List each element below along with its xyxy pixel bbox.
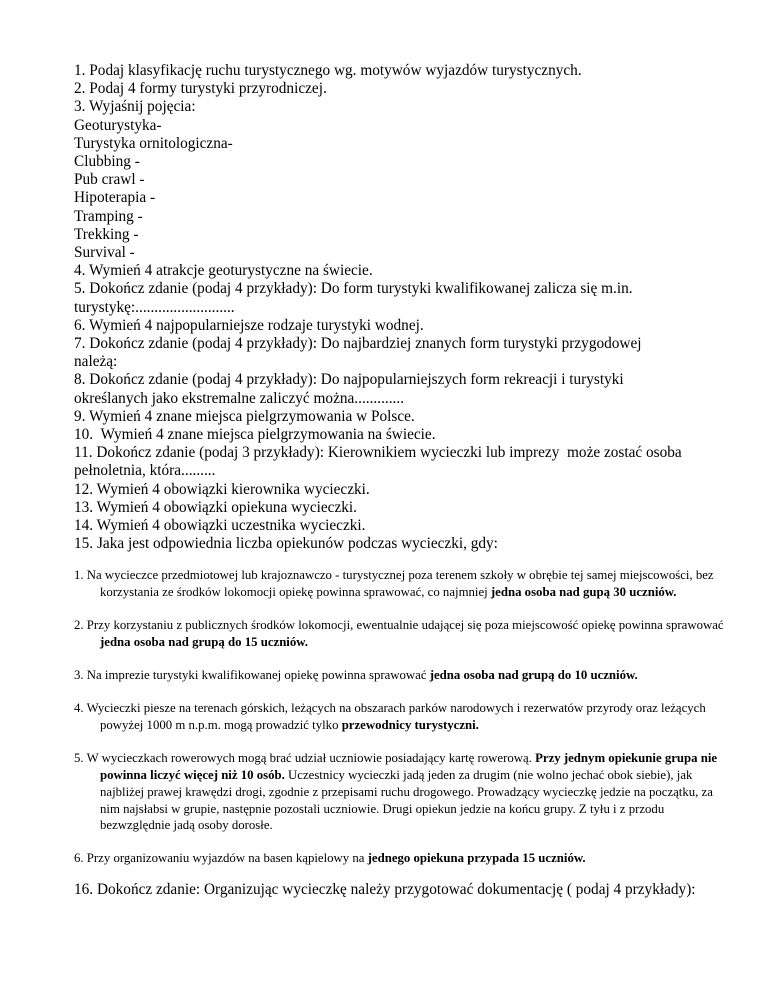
final-question: 16. Dokończ zdanie: Organizując wycieczkę należy przygotować dokumentację ( podaj 4 przykłady):: [74, 881, 696, 899]
question-line: Clubbing -: [74, 153, 140, 171]
rule-item: [74, 617, 734, 651]
question-line: Hipoterapia -: [74, 189, 156, 207]
question-line: 3. Wyjaśnij pojęcia:: [74, 98, 196, 116]
rule-bold-text: jedna osoba nad grupą do 15 uczniów.: [100, 635, 308, 650]
question-list: [74, 62, 734, 553]
rule-text: 1. Na wycieczce przedmiotowej lub krajoznawczo - turystycznej poza terenem szkoły w obrębie tej samej miejscowości, bez korzystania ze środków lokomocji opiekę powinna sprawować, co najmniej: [74, 568, 714, 600]
rule-text: 6. Przy organizowaniu wyjazdów na basen kąpielowy na: [74, 851, 368, 866]
question-line: Tramping -: [74, 207, 143, 225]
rule-bold-text: jednego opiekuna przypada 15 uczniów.: [367, 851, 586, 866]
rule-bold-text: jedna osoba nad grupą do 10 uczniów.: [429, 668, 638, 683]
question-line: należą:: [74, 353, 118, 371]
question-line: 11. Dokończ zdanie (podaj 3 przykłady): Kierownikiem wycieczki lub imprezy może zostać osoba: [74, 444, 682, 462]
question-line: 13. Wymień 4 obowiązki opiekuna wycieczki.: [74, 498, 357, 516]
question-line: 9. Wymień 4 znane miejsca pielgrzymowania w Polsce.: [74, 407, 415, 425]
rule-text: Uczestnicy wycieczki jadą jeden za drugim (nie wolno jechać obok siebie), jak najbliżej prawej krawędzi drogi, zgodnie z przepisami ruchu drogowego. Prowadzący wycieczkę jedzie na początku, za nim najsłabsi w grupie, następnie pozostali uczniowie. Drugi opiekun jedzie na końcu grupy. Z tyłu i z przodu bezwzględnie jadą osoby dorosłe.: [100, 767, 713, 833]
question-line: 5. Dokończ zdanie (podaj 4 przykłady): Do form turystyki kwalifikowanej zalicza się m.in.: [74, 280, 633, 298]
question-line: 7. Dokończ zdanie (podaj 4 przykłady): Do najbardziej znanych form turystyki przygodowej: [74, 335, 642, 353]
rule-item: [74, 700, 734, 734]
rule-bold-text: Przy jednym opiekunie grupa nie powinna liczyć więcej niż 10 osób.: [100, 750, 718, 782]
question-line: 12. Wymień 4 obowiązki kierownika wycieczki.: [74, 480, 370, 498]
rule-text: 3. Na imprezie turystyki kwalifikowanej opiekę powinna sprawować: [74, 668, 430, 683]
question-line: pełnoletnia, która.........: [74, 462, 216, 480]
rule-item: [74, 667, 734, 684]
rule-bold-text: przewodnicy turystyczni.: [341, 717, 479, 732]
question-line: 8. Dokończ zdanie (podaj 4 przykłady): Do najpopularniejszych form rekreacji i turystyki: [74, 371, 624, 389]
rule-text: 5. W wycieczkach rowerowych mogą brać udział uczniowie posiadający kartę rowerową.: [74, 750, 536, 765]
rule-item: [74, 750, 734, 835]
question-line: Trekking -: [74, 225, 139, 243]
rule-item: [74, 850, 734, 867]
question-line: Turystyka ornitologiczna-: [74, 134, 233, 152]
question-line: Survival -: [74, 244, 135, 262]
rule-item: [74, 567, 734, 601]
question-line: Geoturystyka-: [74, 116, 162, 134]
question-line: 1. Podaj klasyfikację ruchu turystycznego wg. motywów wyjazdów turystycznych.: [74, 62, 582, 79]
question-line: 10. Wymień 4 znane miejsca pielgrzymowania na świecie.: [74, 426, 436, 444]
question-line: 14. Wymień 4 obowiązki uczestnika wycieczki.: [74, 517, 366, 535]
question-line: 4. Wymień 4 atrakcje geoturystyczne na świecie.: [74, 262, 373, 280]
rule-text: 2. Przy korzystaniu z publicznych środków lokomocji, ewentualnie udającej się poza miejscowość opiekę powinna sprawować: [74, 618, 724, 633]
question-line: 2. Podaj 4 formy turystyki przyrodniczej.: [74, 80, 327, 98]
supervisor-rules-list: [74, 567, 734, 867]
question-line: turystykę:..........................: [74, 298, 235, 316]
question-line: określanych jako ekstremalne zaliczyć można.............: [74, 389, 405, 407]
rule-bold-text: jedna osoba nad gupą 30 uczniów.: [490, 585, 677, 600]
question-line: 6. Wymień 4 najpopularniejsze rodzaje turystyki wodnej.: [74, 316, 424, 334]
question-line: 15. Jaka jest odpowiednia liczba opiekunów podczas wycieczki, gdy:: [74, 535, 498, 553]
question-line: Pub crawl -: [74, 171, 145, 189]
rule-text: 4. Wycieczki piesze na terenach górskich, leżących na obszarach parków narodowych i rezerwatów przyrody oraz leżących powyżej 1000 m n.p.m. mogą prowadzić tylko: [74, 701, 706, 732]
document-page: [74, 62, 734, 899]
